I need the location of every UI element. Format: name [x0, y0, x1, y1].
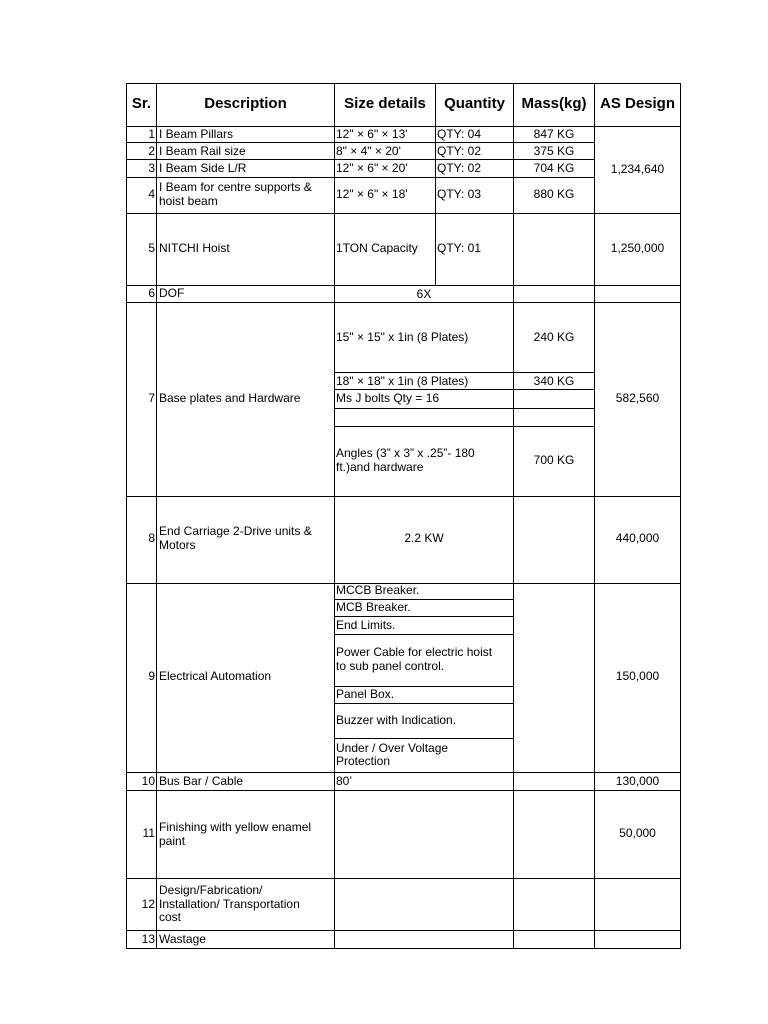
row7-size-angles-line2: ft.)and hardware — [336, 460, 424, 474]
row11-design: 50,000 — [619, 826, 656, 840]
row7-size-plates-15: 15" × 15" x 1in (8 Plates) — [336, 330, 469, 344]
header-quantity: Quantity — [444, 95, 505, 112]
row8-sr: 8 — [148, 531, 155, 545]
row3-sr: 3 — [148, 161, 155, 175]
row4-sr: 4 — [148, 187, 155, 201]
row12-description-line2: Installation/ Transportation — [159, 897, 300, 911]
row6-sr: 6 — [148, 286, 155, 300]
row12-description-line3: cost — [159, 910, 182, 924]
row-line — [126, 213, 681, 214]
row4-mass: 880 KG — [533, 187, 575, 201]
row10-description: Bus Bar / Cable — [159, 774, 244, 788]
header-sr: Sr. — [131, 95, 152, 112]
row3-description: I Beam Side L/R — [159, 161, 247, 175]
row7-size-plates-18: 18" × 18" x 1in (8 Plates) — [336, 374, 469, 388]
header-description: Description — [204, 95, 287, 112]
row2-size: 8" × 4" × 20' — [336, 144, 401, 158]
border-bottom — [126, 948, 681, 949]
sub-row-line — [126, 177, 594, 178]
row1-size: 12" × 6" × 13' — [336, 127, 408, 141]
sub-row-line — [334, 738, 513, 739]
row9-item-mccb: MCCB Breaker. — [336, 583, 420, 597]
sub-row-line — [334, 616, 513, 617]
sub-row-line — [334, 426, 594, 427]
row11-description-line2: paint — [159, 834, 186, 848]
header-design: AS Design — [599, 95, 675, 112]
row13-description: Wastage — [159, 932, 206, 946]
row1-mass: 847 KG — [533, 127, 575, 141]
col-sep-qty — [435, 83, 436, 286]
row11-sr: 11 — [142, 826, 155, 840]
row4-quantity: QTY: 03 — [437, 187, 482, 201]
row8-size: 2.2 KW — [404, 531, 444, 545]
row7-description: Base plates and Hardware — [159, 391, 301, 405]
row-line — [126, 930, 681, 931]
row9-description: Electrical Automation — [159, 669, 272, 683]
row3-size: 12" × 6" × 20' — [336, 161, 408, 175]
row13-sr: 13 — [141, 932, 155, 946]
row3-quantity: QTY: 02 — [437, 161, 482, 175]
row3-mass: 704 KG — [533, 161, 575, 175]
row5-description: NITCHI Hoist — [159, 241, 230, 255]
sub-row-line — [334, 703, 513, 704]
row5-design: 1,250,000 — [610, 241, 665, 255]
row9-item-voltage-line1: Under / Over Voltage — [336, 741, 449, 755]
row2-mass: 375 KG — [533, 144, 575, 158]
row7-sr: 7 — [148, 391, 155, 405]
row9-item-power-cable-line2: to sub panel control. — [336, 659, 445, 673]
row4-description-line1: I Beam for centre supports & — [159, 180, 312, 194]
row1-sr: 1 — [148, 127, 155, 141]
row7-design: 582,560 — [615, 391, 660, 405]
row1-quantity: QTY: 04 — [437, 127, 482, 141]
row5-size: 1TON Capacity — [336, 241, 418, 255]
row-line — [126, 790, 681, 791]
row6-size: 6X — [416, 287, 432, 301]
row9-item-voltage-line2: Protection — [336, 754, 391, 768]
row4-size: 12" × 6" × 18' — [336, 187, 408, 201]
row8-description-line1: End Carriage 2-Drive units & — [159, 524, 312, 538]
row8-description-line2: Motors — [159, 538, 196, 552]
row9-item-buzzer: Buzzer with Indication. — [336, 713, 457, 727]
sub-row-line — [334, 389, 594, 390]
row9-item-end-limits: End Limits. — [336, 618, 396, 632]
sub-row-line — [334, 372, 594, 373]
row2-description: I Beam Rail size — [159, 144, 246, 158]
row10-design: 130,000 — [615, 774, 660, 788]
row-line — [126, 878, 681, 879]
sub-row-line — [126, 159, 594, 160]
row7-mass-plates-18: 340 KG — [533, 374, 575, 388]
row5-sr: 5 — [148, 241, 155, 255]
row2-quantity: QTY: 02 — [437, 144, 482, 158]
header-size: Size details — [344, 95, 426, 112]
row4-description-line2: hoist beam — [159, 194, 218, 208]
row-line — [126, 285, 681, 286]
row7-size-j-bolts: Ms J bolts Qty = 16 — [336, 391, 440, 405]
row7-size-angles-line1: Angles (3” x 3” x .25”- 180 — [336, 446, 475, 460]
group1-design-value: 1,234,640 — [610, 162, 665, 176]
row11-description-line1: Finishing with yellow enamel — [159, 820, 312, 834]
row5-quantity: QTY: 01 — [437, 241, 482, 255]
row9-item-mcb: MCB Breaker. — [336, 600, 411, 614]
row12-description-line1: Design/Fabrication/ — [159, 883, 263, 897]
border-top — [126, 83, 681, 84]
sub-row-line — [334, 634, 513, 635]
row-line — [126, 496, 681, 497]
row6-description: DOF — [159, 286, 185, 300]
row12-sr: 12 — [141, 897, 155, 911]
row10-size: 80’ — [336, 774, 353, 788]
sub-row-line — [334, 408, 594, 409]
sub-row-line — [126, 142, 594, 143]
row10-sr: 10 — [141, 774, 155, 788]
row9-design: 150,000 — [615, 669, 660, 683]
row-line — [126, 772, 681, 773]
row9-sr: 9 — [148, 669, 155, 683]
row9-item-panel-box: Panel Box. — [336, 687, 395, 701]
row7-mass-angles: 700 KG — [533, 453, 575, 467]
header-mass: Mass(kg) — [521, 95, 587, 112]
row9-item-power-cable-line1: Power Cable for electric hoist — [336, 645, 493, 659]
row2-sr: 2 — [148, 144, 155, 158]
row1-description: I Beam Pillars — [159, 127, 234, 141]
row7-mass-plates-15: 240 KG — [533, 330, 575, 344]
row-line — [126, 302, 681, 303]
row8-design: 440,000 — [615, 531, 660, 545]
